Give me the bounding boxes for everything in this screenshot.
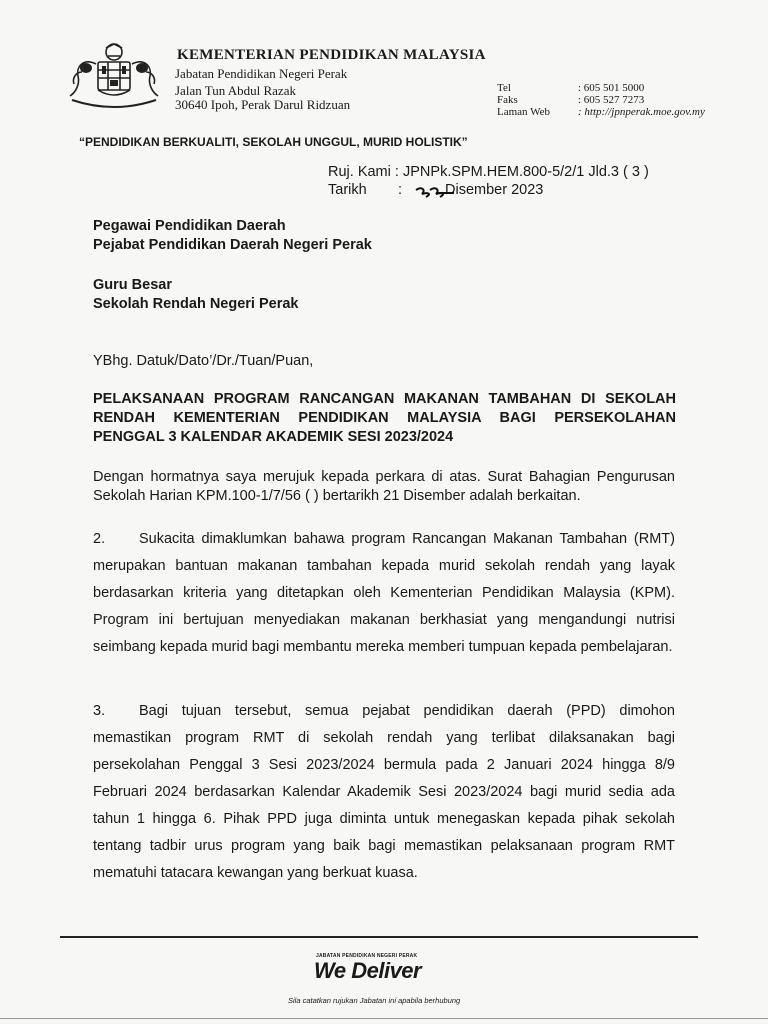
recipient-line-3: Guru Besar — [93, 277, 172, 293]
footer-logo — [314, 953, 421, 983]
date-colon: : — [398, 182, 403, 198]
paragraph-3-number: 3. — [93, 703, 106, 719]
date-label: Tarikh — [328, 182, 367, 198]
footer-brand: We Deliver — [314, 958, 422, 983]
handwritten-day-icon — [414, 184, 454, 200]
recipient-line-1: Pegawai Pendidikan Daerah — [93, 218, 286, 234]
letter-subject: PELAKSANAAN PROGRAM RANCANGAN MAKANAN TAMBAHAN DI SEKOLAH RENDAH KEMENTERIAN PENDIDIKAN MALAYSIA BAGI PERSEKOLAHAN PENGGAL 3 KALENDAR AKADEMIK SESI 2023/2024 — [93, 391, 676, 445]
page-bottom-edge — [0, 1018, 768, 1019]
paragraph-1-text: Dengan hormatnya saya merujuk kepada perkara di atas. Surat Bahagian Pengurusan Sekolah Harian KPM.100-1/7/56 ( ) bertarikh 21 Disember adalah berkaitan. — [93, 469, 675, 504]
fax-value: : 605 527 7273 — [578, 94, 645, 106]
ministry-name: KEMENTERIAN PENDIDIKAN MALAYSIA — [177, 47, 486, 63]
footer-divider — [60, 936, 698, 938]
reference-label: Ruj. Kami : — [328, 164, 399, 180]
paragraph-3-text: Bagi tujuan tersebut, semua pejabat pendidikan daerah (PPD) dimohon memastikan program RMT di sekolah rendah yang terlibat dilaksanakan bagi persekolahan Penggal 3 Sesi 2023/2024 bermula pada 2 Januari 2024 hingga 8/9 Februari 2024 berdasarkan Kalendar Akademik Sesi 2023/2024 bagi murid sedia ada tahun 1 hingga 6. Pihak PPD juga diminta untuk menegaskan kepada pihak sekolah tentang tadbir urus program yang baik bagi memastikan pelaksanaan program RMT mematuhi tatacara kewangan yang berkuat kuasa. — [93, 703, 675, 881]
address-line-1: Jabatan Pendidikan Negeri Perak — [175, 66, 348, 81]
coat-of-arms-icon — [62, 42, 166, 112]
paragraph-2-text: Sukacita dimaklumkan bahawa program Rancangan Makanan Tambahan (RMT) merupakan bantuan makanan tambahan kepada murid sekolah rendah yang layak berdasarkan kriteria yang ditetapkan oleh Kementerian Pendidikan Malaysia (KPM). Program ini bertujuan menyediakan makanan berkhasiat yang mengandungi nutrisi seimbang kepada murid bagi membantu mereka memberi tumpuan kepada pembelajaran. — [93, 531, 675, 655]
footer-note: Sila catatkan rujukan Jabatan ini apabila berhubung — [288, 996, 461, 1005]
salutation: YBhg. Datuk/Dato’/Dr./Tuan/Puan, — [93, 353, 314, 369]
slogan: “PENDIDIKAN BERKUALITI, SEKOLAH UNGGUL, MURID HOLISTIK” — [79, 135, 468, 149]
paragraph-1 — [93, 468, 675, 506]
paragraph-2 — [93, 526, 675, 661]
date-value: Disember 2023 — [445, 182, 544, 198]
paragraph-2-number: 2. — [93, 531, 106, 547]
footer-department-text: JABATAN PENDIDIKAN NEGERI PERAK — [316, 953, 418, 959]
recipient-line-4: Sekolah Rendah Negeri Perak — [93, 296, 299, 312]
website-label: Laman Web — [497, 106, 550, 118]
fax-label: Faks — [497, 94, 518, 106]
address-line-3: 30640 Ipoh, Perak Darul Ridzuan — [175, 97, 351, 112]
tel-value: : 605 501 5000 — [578, 82, 645, 94]
paragraph-3 — [93, 698, 675, 887]
reference-number: JPNPk.SPM.HEM.800-5/2/1 Jld.3 ( 3 ) — [403, 164, 649, 180]
recipient-line-2: Pejabat Pendidikan Daerah Negeri Perak — [93, 237, 372, 253]
website-link[interactable]: : http://jpnperak.moe.gov.my — [578, 106, 705, 118]
tel-label: Tel — [497, 82, 511, 94]
address-line-2: Jalan Tun Abdul Razak — [175, 83, 296, 98]
